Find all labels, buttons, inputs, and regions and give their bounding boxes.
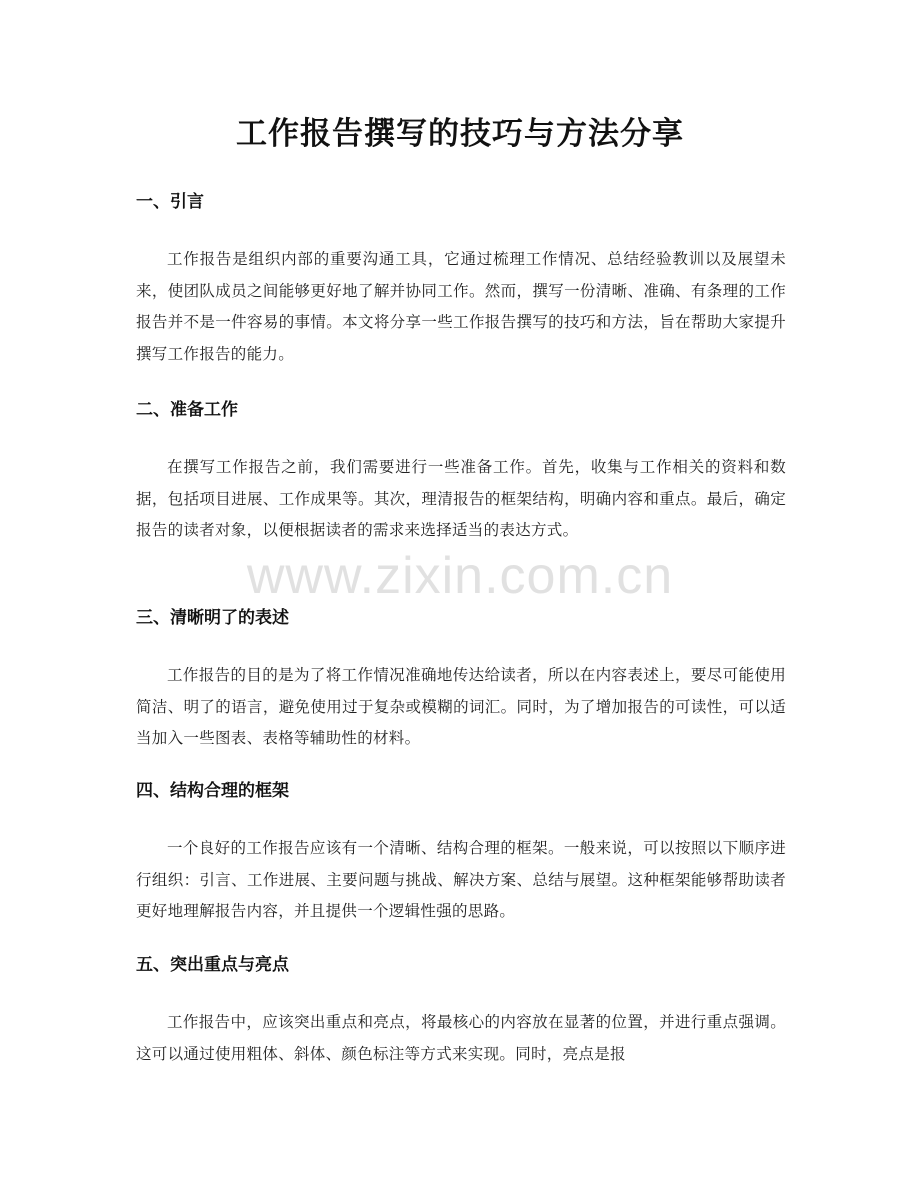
section-heading: 二、准备工作 bbox=[136, 400, 238, 420]
section-clear-expression bbox=[136, 606, 786, 755]
section-framework bbox=[136, 779, 786, 928]
section-heading: 四、结构合理的框架 bbox=[136, 781, 289, 801]
section-heading: 三、清晰明了的表述 bbox=[136, 608, 289, 628]
section-preparation bbox=[136, 398, 786, 547]
section-paragraph: 在撰写工作报告之前，我们需要进行一些准备工作。首先，收集与工作相关的资料和数据，包括项目进展、工作成果等。其次，理清报告的框架结构，明确内容和重点。最后，确定报告的读者对象，以便根据读者的需求来选择适当的表达方式。 bbox=[136, 458, 786, 539]
section-paragraph: 工作报告是组织内部的重要沟通工具，它通过梳理工作情况、总结经验教训以及展望未来，使团队成员之间能够更好地了解并协同工作。然而，撰写一份清晰、准确、有条理的工作报告并不是一件容易的事情。本文将分享一些工作报告撰写的技巧和方法，旨在帮助大家提升撰写工作报告的能力。 bbox=[136, 250, 786, 363]
section-highlights bbox=[136, 953, 786, 1070]
section-paragraph: 工作报告中，应该突出重点和亮点，将最核心的内容放在显著的位置，并进行重点强调。这可以通过使用粗体、斜体、颜色标注等方式来实现。同时，亮点是报 bbox=[136, 1013, 786, 1063]
section-introduction bbox=[136, 190, 786, 370]
section-heading: 五、突出重点与亮点 bbox=[136, 955, 289, 975]
section-heading: 一、引言 bbox=[136, 192, 204, 212]
document-title: 工作报告撰写的技巧与方法分享 bbox=[236, 116, 684, 152]
watermark-text: www.zixin.com.cn bbox=[246, 547, 674, 605]
section-paragraph: 一个良好的工作报告应该有一个清晰、结构合理的框架。一般来说，可以按照以下顺序进行组织：引言、工作进展、主要问题与挑战、解决方案、总结与展望。这种框架能够帮助读者更好地理解报告内容，并且提供一个逻辑性强的思路。 bbox=[136, 839, 786, 920]
section-paragraph: 工作报告的目的是为了将工作情况准确地传达给读者，所以在内容表述上，要尽可能使用简洁、明了的语言，避免使用过于复杂或模糊的词汇。同时，为了增加报告的可读性，可以适当加入一些图表、表格等辅助性的材料。 bbox=[136, 666, 786, 747]
